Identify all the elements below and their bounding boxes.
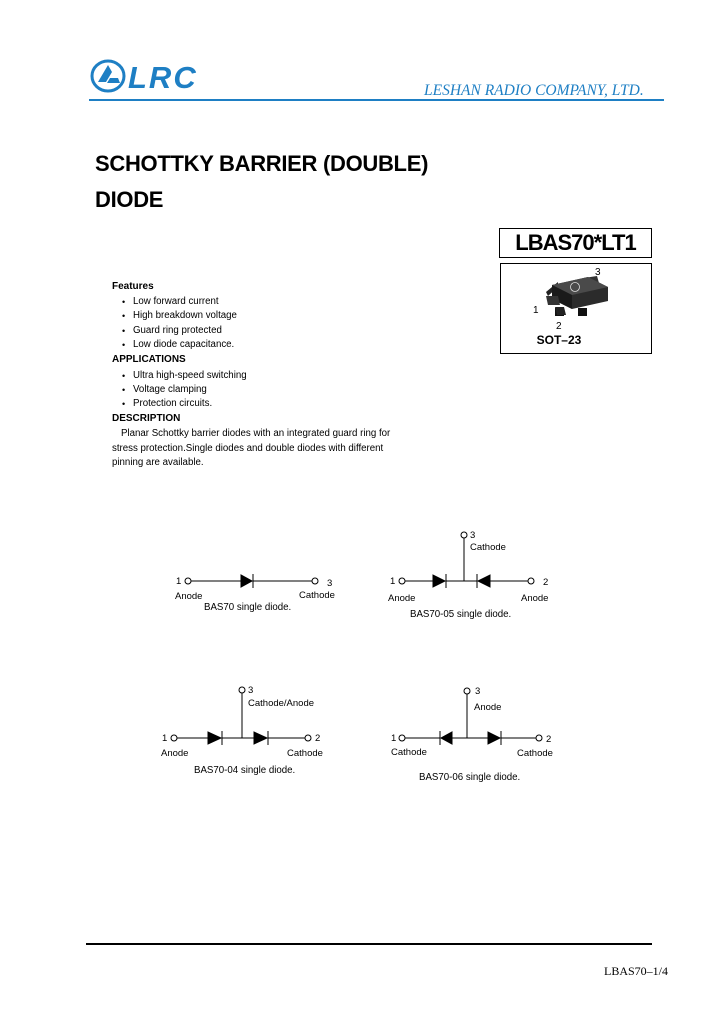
application-item: Protection circuits. — [133, 398, 213, 409]
bas70-05-right-label: Anode — [521, 593, 549, 604]
description-line: pinning are available. — [112, 457, 204, 468]
bas70-04-pin-2: 2 — [315, 733, 321, 744]
bullet: • — [122, 297, 126, 307]
description-heading: DESCRIPTION — [112, 413, 181, 424]
bas70-schematic — [185, 574, 318, 588]
bas70-04-pin-3: 3 — [248, 685, 254, 696]
bas70-04-top-label: Cathode/Anode — [248, 698, 315, 709]
bas70-05-pin-2: 2 — [543, 577, 549, 588]
package-pin-3: 3 — [595, 267, 601, 278]
logo-text: LRC — [128, 60, 198, 95]
bullet: • — [122, 399, 126, 409]
bas70-05-caption: BAS70-05 single diode. — [410, 609, 512, 620]
package-name: SOT–23 — [536, 333, 582, 347]
bas70-05-left-label: Anode — [388, 593, 416, 604]
part-number: LBAS70*LT1 — [515, 230, 636, 255]
footer-divider — [86, 943, 652, 945]
application-item: Voltage clamping — [133, 384, 207, 395]
features-heading: Features — [112, 281, 154, 292]
description-line: stress protection.Single diodes and double diodes with different — [112, 442, 384, 454]
bas70-04-right-label: Cathode — [287, 748, 323, 759]
bas70-05-top-label: Cathode — [470, 542, 506, 553]
bas70-06-pin-1: 1 — [391, 733, 397, 744]
bas70-04-schematic — [171, 687, 311, 745]
bas70-04-caption: BAS70-04 single diode. — [194, 765, 296, 776]
bas70-06-schematic — [399, 688, 542, 745]
bas70-04-pin-1: 1 — [162, 733, 168, 744]
bullet: • — [122, 311, 126, 321]
bullet: • — [122, 371, 126, 381]
title-line-2: DIODE — [95, 187, 164, 212]
feature-item: Guard ring protected — [133, 325, 222, 336]
bullet: • — [122, 385, 126, 395]
bas70-caption: BAS70 single diode. — [204, 602, 292, 613]
feature-item: High breakdown voltage — [133, 310, 237, 321]
title-line-1: SCHOTTKY BARRIER (DOUBLE) — [95, 151, 429, 176]
company-name: LESHAN RADIO COMPANY, LTD. — [424, 82, 644, 99]
bas70-pin-1: 1 — [176, 576, 182, 587]
bas70-06-pin-3: 3 — [475, 686, 481, 697]
bullet: • — [122, 326, 126, 336]
package-pin-2: 2 — [556, 321, 562, 332]
bas70-04-left-label: Anode — [161, 748, 189, 759]
package-pin-1: 1 — [533, 305, 539, 316]
bullet: • — [122, 340, 126, 350]
bas70-06-pin-2: 2 — [546, 734, 552, 745]
bas70-anode-label: Anode — [175, 591, 203, 602]
bas70-06-caption: BAS70-06 single diode. — [419, 772, 521, 783]
page-number: LBAS70–1/4 — [604, 964, 669, 978]
application-item: Ultra high-speed switching — [133, 370, 247, 381]
bas70-cathode-label: Cathode — [299, 590, 335, 601]
bas70-05-pin-3: 3 — [470, 530, 476, 541]
feature-item: Low diode capacitance. — [133, 339, 235, 350]
bas70-05-pin-1: 1 — [390, 576, 396, 587]
bas70-06-left-label: Cathode — [391, 747, 427, 758]
bas70-06-right-label: Cathode — [517, 748, 553, 759]
description-line: Planar Schottky barrier diodes with an integrated guard ring for — [121, 428, 391, 439]
bas70-pin-3: 3 — [327, 578, 333, 589]
applications-heading: APPLICATIONS — [112, 354, 186, 365]
bas70-06-top-label: Anode — [474, 702, 502, 713]
feature-item: Low forward current — [133, 296, 219, 307]
bas70-05-schematic — [399, 532, 534, 588]
